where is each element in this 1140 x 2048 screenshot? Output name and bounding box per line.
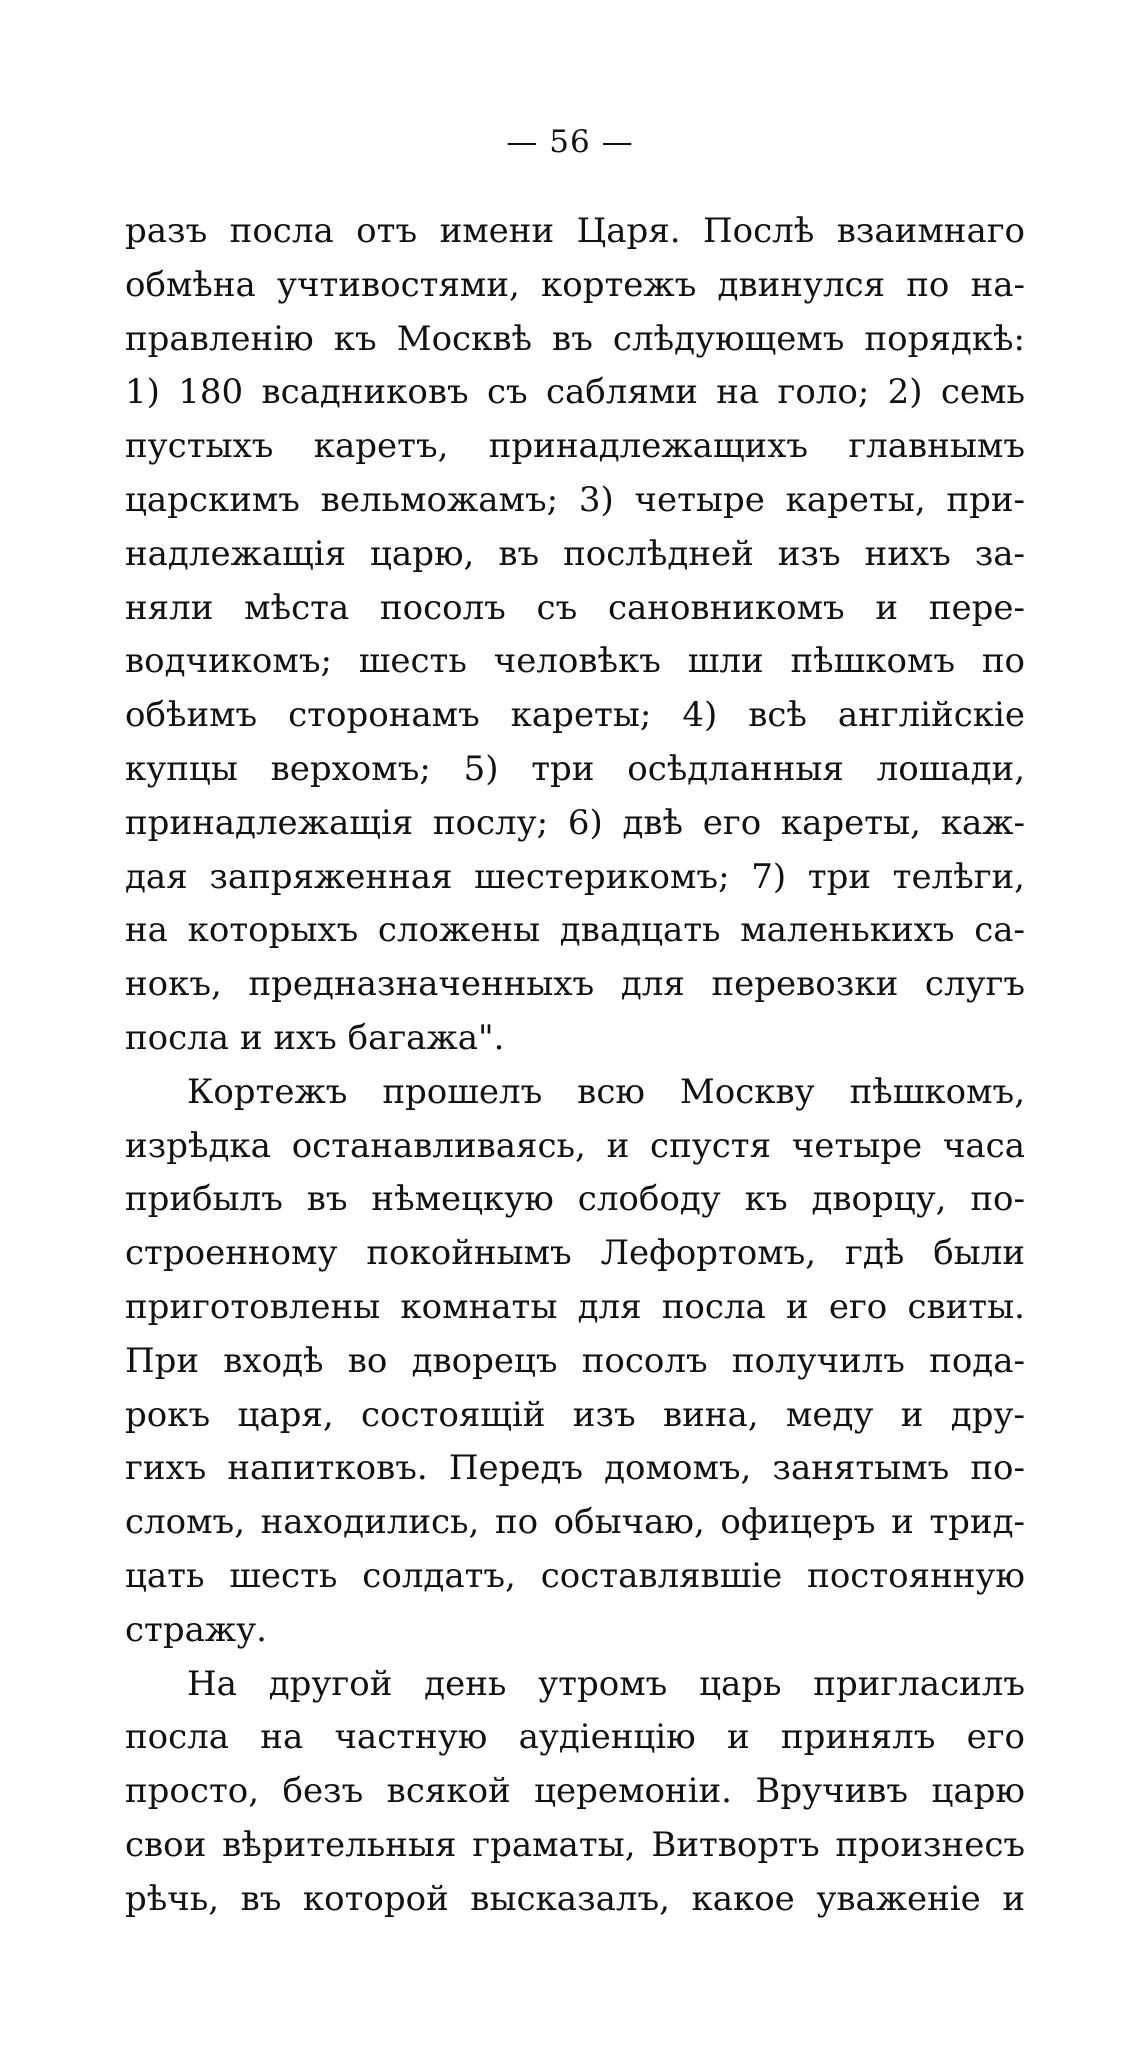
text-line: приготовлены комнаты для посла и его свиты. <box>125 1286 1025 1327</box>
text-line: изрѣдка останавливаясь, и спустя четыре часа <box>125 1125 1025 1166</box>
page-number: — 56 — <box>506 124 634 160</box>
text-line: купцы верхомъ; 5) три осѣдланныя лошади, <box>125 748 1025 789</box>
text-line: рокъ царя, состоящій изъ вина, меду и дру- <box>125 1394 1025 1435</box>
text-line: просто, безъ всякой церемоніи. Вручивъ царю <box>125 1771 1025 1812</box>
text-line: цать шесть солдатъ, составлявшіе постоянную <box>125 1555 1025 1596</box>
text-line: нокъ, предназначенныхъ для перевозки слугъ <box>125 964 1025 1005</box>
text-line: На другой день утромъ царь пригласилъ <box>187 1663 1025 1704</box>
text-line: обмѣна учтивостями, кортежъ двинулся по на- <box>125 264 1025 305</box>
text-line: свои вѣрительныя граматы, Витвортъ произнесъ <box>125 1824 1025 1865</box>
text-line: пустыхъ каретъ, принадлежащихъ главнымъ <box>125 426 1025 467</box>
text-line: гихъ напитковъ. Передъ домомъ, занятымъ по- <box>125 1448 1025 1489</box>
text-line: водчикомъ; шесть человѣкъ шли пѣшкомъ по <box>125 641 1025 682</box>
text-line: 1) 180 всадниковъ съ саблями на голо; 2) семь <box>125 372 1025 413</box>
text-line: дая запряженная шестерикомъ; 7) три телѣги, <box>125 856 1025 897</box>
text-line: строенному покойнымъ Лефортомъ, гдѣ были <box>125 1233 1025 1274</box>
text-line: обѣимъ сторонамъ кареты; 4) всѣ англійскіе <box>125 695 1025 736</box>
text-line: прибылъ въ нѣмецкую слободу къ дворцу, по- <box>125 1179 1025 1220</box>
text-line: посла на частную аудіенцію и принялъ его <box>125 1717 1025 1758</box>
text-line: няли мѣста посолъ съ сановникомъ и пере- <box>125 587 1025 628</box>
text-line: Кортежъ прошелъ всю Москву пѣшкомъ, <box>187 1071 1025 1112</box>
text-line: царскимъ вельможамъ; 3) четыре кареты, при- <box>125 479 1025 520</box>
text-line: стражу. <box>125 1609 267 1650</box>
text-line: принадлежащія послу; 6) двѣ его кареты, каж- <box>125 802 1025 843</box>
text-line: посла и ихъ багажа". <box>125 1017 505 1058</box>
text-line: разъ посла отъ имени Царя. Послѣ взаимнаго <box>125 211 1025 251</box>
text-line: правленію къ Москвѣ въ слѣдующемъ порядкѣ: <box>125 318 1025 359</box>
text-line: При входѣ во дворецъ посолъ получилъ пода- <box>125 1340 1025 1381</box>
text-line: сломъ, находились, по обычаю, офицеръ и трид- <box>125 1502 1025 1543</box>
text-line: рѣчь, въ которой высказалъ, какое уваженіе и <box>125 1878 1025 1919</box>
body-text <box>125 205 1025 1927</box>
text-line: надлежащія царю, въ послѣдней изъ нихъ за- <box>125 533 1025 574</box>
text-line: на которыхъ сложены двадцать маленькихъ са- <box>125 910 1025 951</box>
